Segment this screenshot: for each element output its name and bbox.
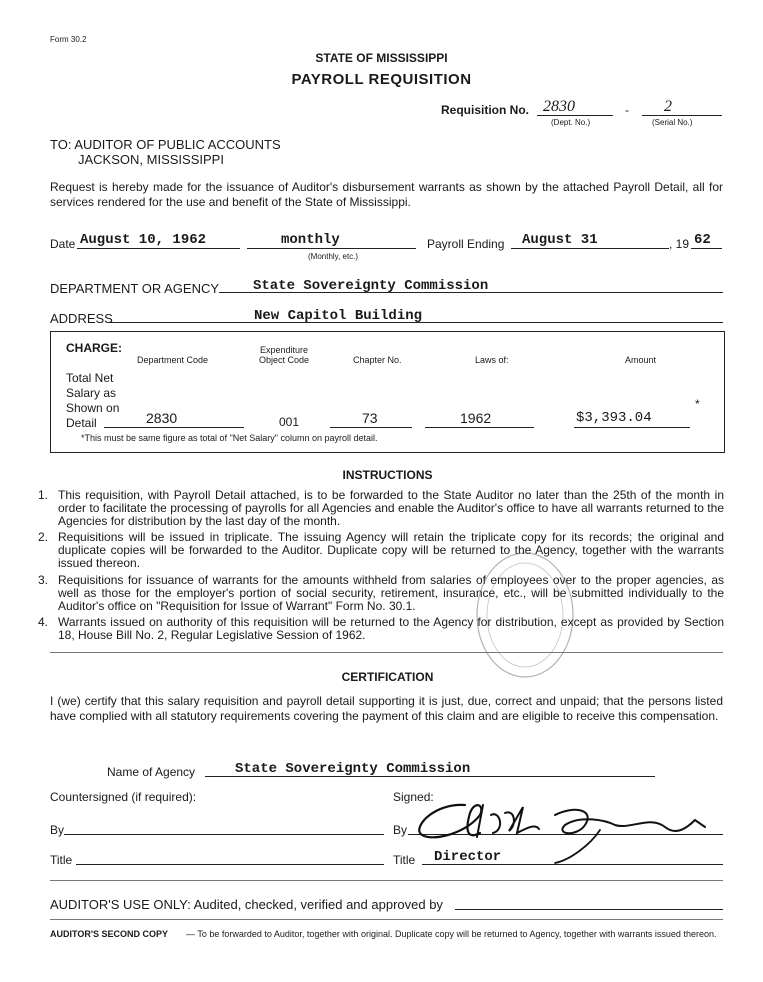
date-label: Date <box>50 237 76 251</box>
request-text: Request is hereby made for the issuance of Auditor's disbursement warrants as shown by the attached Payroll Detail, all for services rendered for the use and benefit of the State of Mississippi. <box>50 180 723 209</box>
instruction-item <box>38 574 724 613</box>
payroll-ending-value: August 31 <box>522 232 598 248</box>
signed-by-label: By <box>393 823 408 837</box>
charge-footnote: *This must be same figure as total of "Net Salary" column on payroll detail. <box>81 433 378 443</box>
dept-code-value: 2830 <box>146 410 178 426</box>
department-label: DEPARTMENT OR AGENCY <box>50 281 220 296</box>
signed-title-value: Director <box>434 849 502 865</box>
col-laws: Laws of: <box>475 355 509 365</box>
col-department-code: Department Code <box>137 355 209 365</box>
auditor-copy-text: — To be forwarded to Auditor, together with original. Duplicate copy will be returned to Agency, together with warrants issued thereon. <box>186 929 717 939</box>
agency-name-label: Name of Agency <box>107 765 196 779</box>
dept-no-caption: (Dept. No.) <box>551 118 591 127</box>
instruction-number: 2. <box>38 530 49 544</box>
agency-name-value: State Sovereignty Commission <box>235 761 471 777</box>
to-line-2: JACKSON, MISSISSIPPI <box>78 152 224 167</box>
countersign-by-label: By <box>50 823 65 837</box>
state-heading: STATE OF MISSISSIPPI <box>315 51 448 65</box>
countersign-title-label: Title <box>50 853 73 867</box>
instruction-item <box>38 489 724 528</box>
instruction-text: Warrants issued on authority of this requisition will be returned to the Agency for distribution, except as provided by Section 18, House Bill No. 2, Regular Legislative Session of 1962. <box>58 615 724 642</box>
col-expenditure: Expenditure <box>259 345 309 355</box>
serial-no-value: 2 <box>664 98 672 115</box>
period-value: monthly <box>281 232 340 248</box>
instruction-number: 4. <box>38 615 49 629</box>
col-object-code: Object Code <box>258 355 310 365</box>
serial-no-caption: (Serial No.) <box>652 118 693 127</box>
signed-title-label: Title <box>393 853 416 867</box>
payroll-ending-label: Payroll Ending <box>427 237 505 251</box>
auditor-use-label: AUDITOR'S USE ONLY: Audited, checked, verified and approved by <box>50 897 443 912</box>
col-chapter: Chapter No. <box>353 355 402 365</box>
charge-desc-1: Total Net <box>66 371 114 385</box>
period-caption: (Monthly, etc.) <box>308 252 359 261</box>
chapter-value: 73 <box>362 410 378 426</box>
date-value: August 10, 1962 <box>80 232 207 248</box>
received-stamp <box>430 540 580 680</box>
laws-value: 1962 <box>460 410 492 426</box>
col-amount: Amount <box>625 355 657 365</box>
instruction-item <box>38 531 724 570</box>
year-value: 62 <box>694 232 711 248</box>
page-title: PAYROLL REQUISITION <box>291 71 472 88</box>
instruction-text: Requisitions will be issued in triplicate. The issuing Agency will retain the triplicate copy for its records; the original and duplicate copies will be forwarded to the Auditor. Duplicate copy will be returned to the Agency, together with the warrants issued thereon. <box>58 530 724 570</box>
dept-no-value: 2830 <box>543 98 575 115</box>
countersigned-label: Countersigned (if required): <box>50 790 197 804</box>
instruction-text: Requisitions for issuance of warrants for the amounts withheld from salaries of employees over to the proper agencies, as well as those for the employer's portion of social security, retirement, insurance, etc., will be submitted individually to the Auditor's office on "Requisition for Issue of Warrant" Form No. 30.1. <box>58 573 724 613</box>
instruction-text: This requisition, with Payroll Detail attached, is to be forwarded to the State Auditor no later than the 25th of the month in order to facilitate the processing of payrolls for all Agencies and enable the Auditor's office to have all warrants returned to the Agencies for distribution by the last day of the month. <box>58 488 724 528</box>
requisition-dash: - <box>625 103 629 117</box>
object-code-value: 001 <box>279 415 300 429</box>
to-line-1: TO: AUDITOR OF PUBLIC ACCOUNTS <box>50 137 281 152</box>
department-value: State Sovereignty Commission <box>253 278 489 294</box>
certification-text: I (we) certify that this salary requisition and payroll detail supporting it is just, due, correct and unpaid; that the persons listed have complied with all statutory requirements covering the payment of this claim and are eligible to receive this compensation. <box>50 694 723 723</box>
signed-label: Signed: <box>393 790 434 804</box>
amount-value: $3,393.04 <box>576 410 652 426</box>
amount-asterisk: * <box>695 397 700 411</box>
form-number: Form 30.2 <box>50 35 87 44</box>
instruction-number: 3. <box>38 573 49 587</box>
year-prefix: , 19 <box>669 237 690 251</box>
charge-desc-2: Salary as <box>66 386 117 400</box>
charge-desc-3: Shown on <box>66 401 120 415</box>
instruction-number: 1. <box>38 488 49 502</box>
auditor-copy-label: AUDITOR'S SECOND COPY <box>50 929 168 939</box>
instructions-title: INSTRUCTIONS <box>342 468 433 482</box>
charge-label: CHARGE: <box>66 341 122 355</box>
charge-desc-4: Detail <box>66 416 97 430</box>
instruction-item <box>38 616 724 642</box>
address-label: ADDRESS <box>50 311 113 326</box>
address-value: New Capitol Building <box>254 308 423 324</box>
certification-title: CERTIFICATION <box>341 670 434 684</box>
requisition-label: Requisition No. <box>441 103 529 117</box>
